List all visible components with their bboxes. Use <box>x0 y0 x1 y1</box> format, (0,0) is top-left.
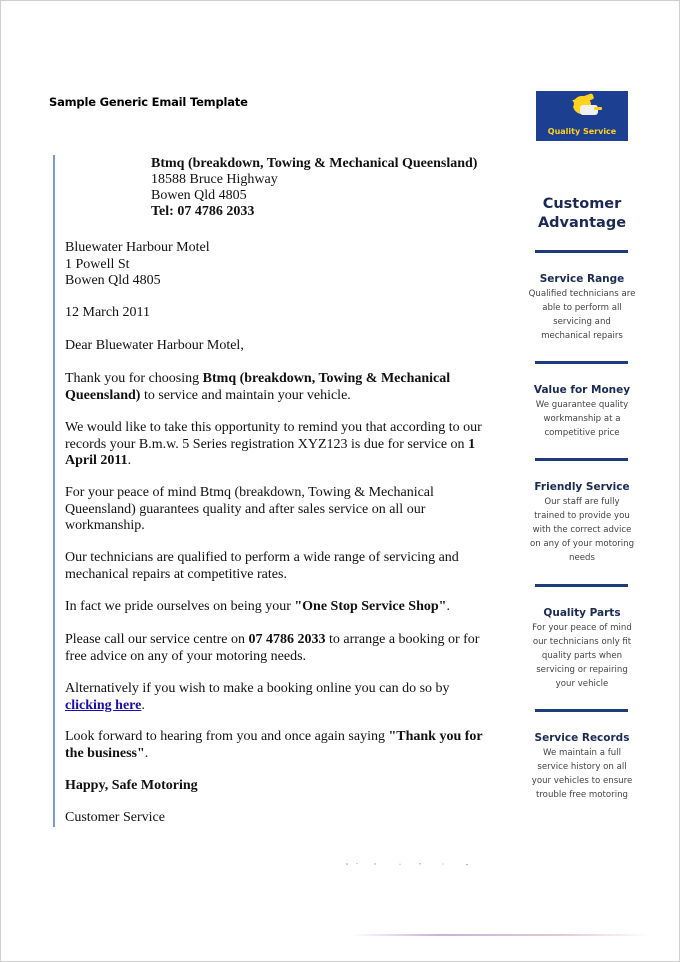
document-title: Sample Generic Email Template <box>49 95 248 109</box>
sidebar-item-title: Value for Money <box>533 384 631 396</box>
sidebar-item-title: Service Range <box>539 273 625 285</box>
sidebar-item-description: We guarantee quality workmanship at a competitive price <box>535 400 629 438</box>
paragraph-8-text-a: Look forward to hearing from you and once again saying <box>65 729 389 744</box>
left-accent-rule <box>53 155 55 827</box>
sender-block <box>151 156 477 220</box>
sidebar-item-description: We maintain a full service history on all your vehicles to ensure trouble free motoring <box>531 748 633 800</box>
paragraph-2-text-c: . <box>127 453 132 468</box>
paragraph-2-due-date: 1 April 2011 <box>65 436 476 468</box>
sidebar-item-service-records <box>528 731 636 802</box>
sidebar-item-title: Friendly Service <box>534 481 630 493</box>
paragraph-5 <box>65 599 497 616</box>
paragraph-2-text-a: We would like to take this opportunity to remind you that according to our records your B.m.w. 5 Series registration XYZ123 is due for service on <box>65 420 482 452</box>
letter-date: 12 March 2011 <box>65 305 151 320</box>
sidebar-item-description: Qualified technicians are able to perform all servicing and mechanical repairs <box>528 289 636 341</box>
sidebar-divider <box>535 250 628 253</box>
paragraph-6-phone: 07 4786 2033 <box>248 632 326 647</box>
paragraph-6-text-a: Please call our service centre on <box>65 632 249 647</box>
sidebar-item-value-for-money <box>528 383 636 440</box>
recipient-block <box>65 240 497 290</box>
recipient-name: Bluewater Harbour Motel <box>65 240 210 255</box>
recipient-address-line1: 1 Powell St <box>65 256 130 272</box>
sidebar-item-title: Quality Parts <box>543 607 621 619</box>
paragraph-6 <box>65 632 497 665</box>
quality-service-logo <box>536 91 628 141</box>
sidebar-divider <box>535 361 628 364</box>
sender-telephone: Tel: 07 4786 2033 <box>151 204 255 219</box>
sidebar-item-service-range <box>528 272 636 343</box>
sidebar-item-quality-parts <box>528 606 636 691</box>
scan-specks <box>345 862 475 866</box>
paragraph-8-text-c: . <box>144 745 149 761</box>
logo-text: Quality Service <box>547 127 617 136</box>
signature: Customer Service <box>65 810 165 825</box>
sidebar-heading-line2: Advantage <box>537 215 627 231</box>
sidebar-item-title: Service Records <box>534 732 630 744</box>
sidebar-heading <box>530 195 634 233</box>
sidebar-divider <box>535 584 628 587</box>
paragraph-5-text-a: In fact we pride ourselves on being your <box>65 599 295 614</box>
paragraph-1-text-c: to service and maintain your vehicle. <box>140 387 351 403</box>
paragraph-3: For your peace of mind Btmq (breakdown, Towing & Mechanical Queensland) guarantees quality and after sales service on all our workmanship. <box>65 485 434 533</box>
sender-address-line1: 18588 Bruce Highway <box>151 172 278 187</box>
sidebar-heading-line1: Customer <box>542 196 622 212</box>
paragraph-7 <box>65 681 497 714</box>
paragraph-7-text-a: Alternatively if you wish to make a booking online you can do so by <box>65 681 450 696</box>
recipient-address-line2: Bowen Qld 4805 <box>65 273 161 288</box>
sidebar-divider <box>535 458 628 461</box>
sidebar-item-description: For your peace of mind our technicians only fit quality parts when servicing or repairing your vehicle <box>532 623 632 689</box>
paragraph-8-thanks: "Thank you for the business" <box>65 729 483 761</box>
paragraph-2 <box>65 420 497 470</box>
sidebar-item-description: Our staff are fully trained to provide you with the correct advice on any of your motoring needs <box>529 497 635 563</box>
paragraph-6-text-c: to arrange a booking or for free advice on any of your motoring needs. <box>65 632 480 664</box>
paragraph-1-text-a: Thank you for choosing <box>65 371 203 386</box>
sidebar-item-friendly-service <box>528 480 636 565</box>
paragraph-8 <box>65 729 497 762</box>
paragraph-1-company: Btmq (breakdown, Towing & Mechanical Queensland) <box>65 371 451 403</box>
sender-address-line2: Bowen Qld 4805 <box>151 188 247 203</box>
sender-name: Btmq (breakdown, Towing & Mechanical Queensland) <box>151 156 478 171</box>
bottom-decorative-line <box>350 934 650 936</box>
salutation: Dear Bluewater Harbour Motel, <box>65 338 244 353</box>
paragraph-7-text-c: . <box>141 697 145 713</box>
booking-link[interactable]: clicking here <box>65 697 142 713</box>
paragraph-5-text-c: . <box>446 599 450 614</box>
paragraph-5-slogan: "One Stop Service Shop" <box>294 599 447 614</box>
closing-line: Happy, Safe Motoring <box>65 778 198 793</box>
paragraph-4: Our technicians are qualified to perform a wide range of servicing and mechanical repairs at competitive rates. <box>65 550 459 582</box>
paragraph-1 <box>65 371 497 404</box>
sidebar-divider <box>535 709 628 712</box>
